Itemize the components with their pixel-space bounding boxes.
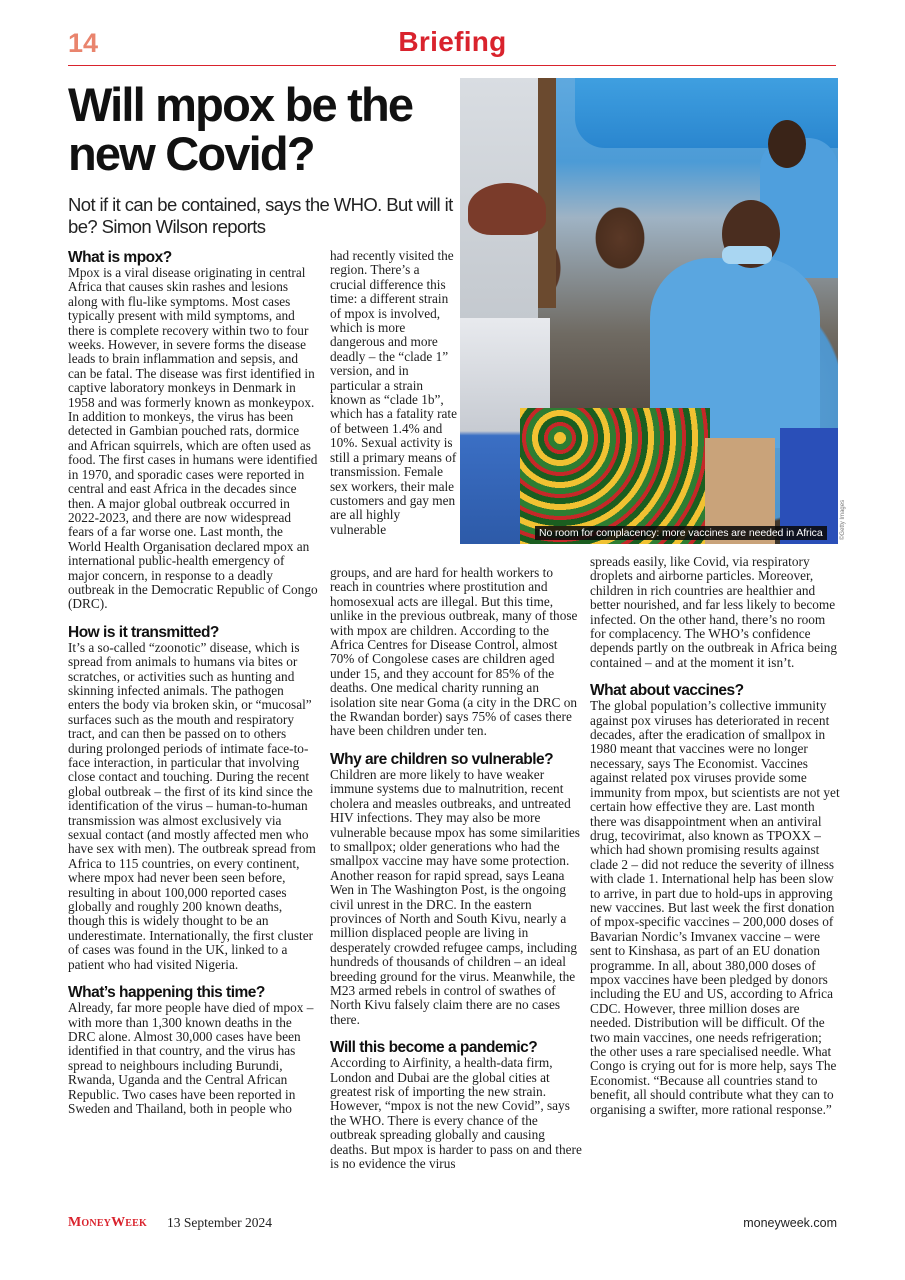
column-2 (330, 566, 582, 1171)
section-body: The global population’s collective immunity against pox viruses has deteriorated in recent decades, after the eradication of smallpox in 1980 meant that vaccines were no longer necessary, says The Economist. Vaccines against related pox viruses provide some immunity from mpox, but scientists are not yet certain how effective they are. Last month there was disappointment when an antiviral drug, tecovirimat, also known as TPOXX – which had shown promising results against clade 2 – did not reduce the severity of illness with clade 1. International help has been slow to arrive, in part due to hold-ups in approving new vaccines. But last week the first donation of mpox-specific vaccines – 200,000 doses of Bavarian Nordic’s Imvanex vaccine – were sent to Kinshasa, as part of an EU donation programme. In all, about 380,000 doses of mpox vaccines have been pledged by donors including the EU and US, according to Africa CDC. However, three million doses are needed. Distribution will be difficult. Of the two main vaccines, one needs refrigeration; the other uses a rare specialised needle. What Congo is crying out for is more help, says The Economist. “Because all countries stand to benefit, all should contribute what they can to organising a swifter, more rational response.” (590, 698, 840, 1117)
section-body: Children are more likely to have weaker immune systems due to malnutrition, recent cholera and measles outbreaks, and untreated HIV infections. They may also be more vulnerable because mpox has some similarities to smallpox; older generations who had the smallpox vaccine may have some protection. Another reason for rapid spread, says Leana Wen in The Washington Post, is the ongoing civil unrest in the DRC. In the eastern provinces of North and South Kivu, nearly a million displaced people are living in desperately crowded refugee camps, including hundreds of thousands of children – an ideal breeding ground for the virus. Meanwhile, the M23 armed rebels in control of swathes of North Kivu falsely claim there are no cases there. (330, 766, 580, 1027)
section-body-continued: groups, and are hard for health workers to reach in countries where prostitution and homosexual acts are illegal. But this time, unlike in the previous outbreak, many of those with mpox are children. According to the Africa Centres for Disease Control, almost 70% of Congolese cases are children aged under 15, and they account for 85% of the deaths. One medical charity running an isolation site near Goma (a city in the DRC on the Rwandan border) says 75% of cases there have been children under ten. (330, 565, 578, 739)
section-heading: What about vaccines? (590, 682, 744, 700)
section-body: According to Airfinity, a health-data firm, London and Dubai are the global cities at greatest risk of importing the new strain. However, “mpox is not the new Covid”, says the WHO. There is every chance of the outbreak spreading globally and causing deaths. But mpox is harder to pass on and there is no evidence the virus (330, 1055, 582, 1172)
website-link[interactable]: moneyweek.com (743, 1216, 837, 1230)
section-label: Briefing (398, 26, 507, 57)
page-number: 14 (68, 28, 99, 58)
brand-logo: MoneyWeek (68, 1215, 148, 1230)
section-heading: What is mpox? (68, 249, 172, 266)
article-photo (460, 78, 838, 544)
photo-patterned-dress (520, 408, 710, 544)
section-body-continued: had recently visited the region. There’s a crucial difference this time: a different strain of mpox is involved, which is more dangerous and more deadly – the “clade 1” version, and in particular a strain known as “clade 1b”, which has a fatality rate of between 1.4% and 10%. Sexual activity is still a primary means of transmission. Female sex workers, their male customers and gay men are all highly vulnerable (330, 248, 458, 537)
standfirst: Not if it can be contained, says the WHO. But will it be? Simon Wilson reports (68, 194, 453, 237)
photo-mask (722, 246, 772, 264)
section-body: It’s a so-called “zoonotic” disease, which is spread from animals to humans via bites or scratches, or activities such as hunting and skinning infected animals. The pathogen enters the body via broken skin, or “mucosal” surfaces such as the mouth and respiratory tract, and can then be passed on to others during prolonged periods of intimate face-to-face interaction, in particular that involving close contact and touching. During the recent global outbreak – the first of its kind since the identification of the virus – human-to-human transmission was almost exclusively via sexual contact (and mostly affected men who have sex with men). The outbreak spread from Africa to 115 countries, on every continent, where mpox had never been seen before, resulting in about 100,000 reported cases globally and roughly 200 known deaths, though this is widely thought to be an underestimate. Internationally, the first cluster of cases was found in the UK, linked to a patient who had visited Nigeria. (68, 639, 316, 972)
photo-caption: No room for complacency: more vaccines are needed in Africa (535, 526, 827, 540)
section-heading: Will this become a pandemic? (330, 1039, 538, 1057)
column-3 (590, 555, 840, 1117)
section-heading: What’s happening this time? (68, 984, 265, 1002)
section-body: Already, far more people have died of mpox – with more than 1,300 known deaths in the DRC alone. Almost 30,000 cases have been identified in that country, and the virus has spread to neighbours including Burundi, Rwanda, Uganda and the Central African Republic. Two cases have been reported in Sweden and Thailand, both in people who (68, 1000, 314, 1116)
column-1 (68, 249, 318, 1116)
photo-pole (538, 78, 556, 308)
header-rule (68, 65, 836, 66)
photo-credit: ©Getty Images (840, 499, 846, 540)
section-body-continued: spreads easily, like Covid, via respiratory droplets and airborne particles. Moreover, children in rich countries are healthier and better nourished, and far less likely to become infected. On the other hand, there’s no room for complacency. The WHO’s confidence depends partly on the outbreak in Africa being contained – and at the moment it isn’t. (590, 554, 838, 670)
headline: Will mpox be the new Covid? (68, 78, 413, 180)
photo-headwrap (468, 183, 546, 235)
section-heading: How is it transmitted? (68, 623, 219, 641)
photo-standing-worker-head (768, 120, 806, 168)
section-heading: Why are children so vulnerable? (330, 750, 554, 768)
section-body: Mpox is a viral disease originating in central Africa that causes skin rashes and lesions along with flu-like symptoms. Most cases typically present with mild symptoms, and there is complete recovery within two to four weeks. However, in severe forms the disease leads to brain inflammation and sepsis, and can be fatal. The disease was first identified in captive laboratory monkeys in Denmark in 1958 and was formerly known as monkeypox. In addition to monkeys, the virus has been detected in Gambian pouched rats, dormice and African squirrels, which are often used as food. The first cases in humans were identified in 1970, and sporadic cases were reported in central and east Africa in the decades since then. A major global outbreak occurred in 2022-2023, and there are now widespread fears of a far worse one. Last month, the World Health Organisation declared mpox an international public-health emergency of major concern, in response to a deadly outbreak in the Democratic Republic of Congo (DRC). (68, 265, 318, 612)
issue-date: 13 September 2024 (167, 1215, 272, 1230)
column-2-narrow (330, 249, 458, 537)
